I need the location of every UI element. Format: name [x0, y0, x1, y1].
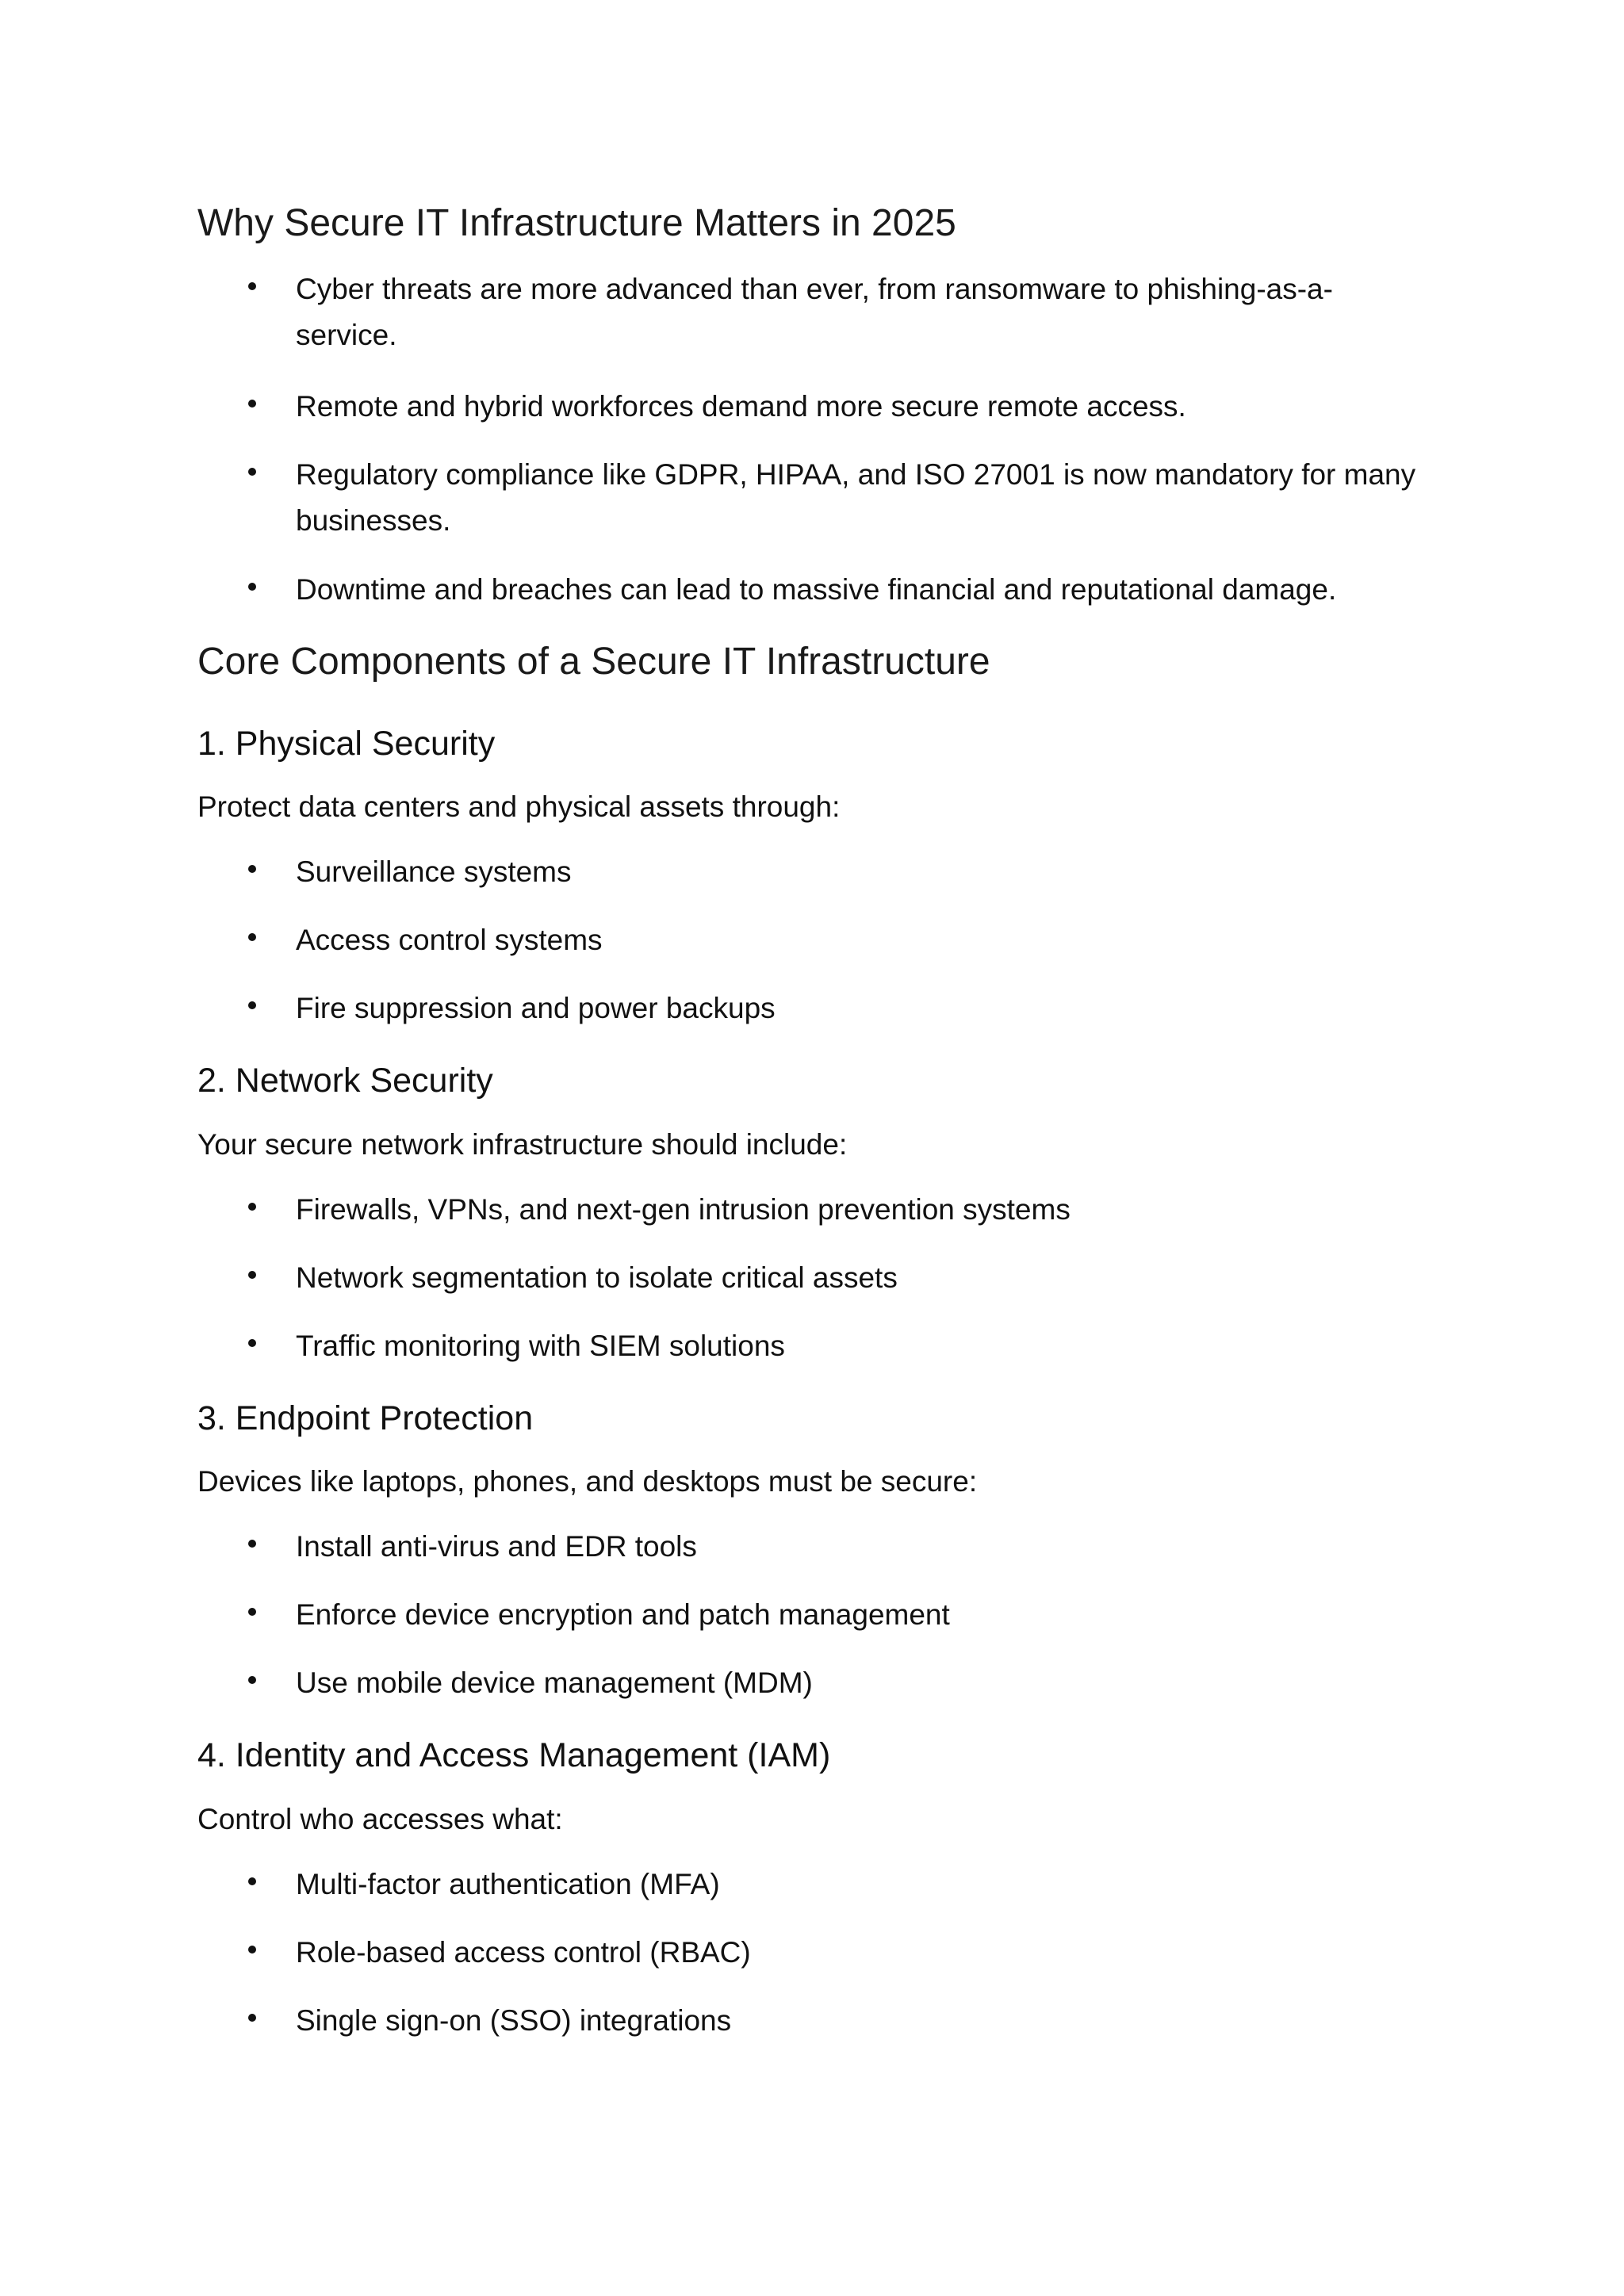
bullet-icon	[248, 865, 256, 873]
bullet-text: Install anti-virus and EDR tools	[296, 1530, 697, 1563]
bullet-text: Fire suppression and power backups	[296, 992, 776, 1024]
endpoint-intro: Devices like laptops, phones, and desktops must be secure:	[197, 1465, 978, 1498]
bullet-icon	[248, 468, 256, 476]
bullet-icon	[248, 933, 256, 941]
bullet-text: Single sign-on (SSO) integrations	[296, 2004, 732, 2037]
bullet-text: Firewalls, VPNs, and next-gen intrusion prevention systems	[296, 1193, 1071, 1226]
bullet-text: Traffic monitoring with SIEM solutions	[296, 1330, 785, 1362]
bullet-text: Cyber threats are more advanced than ever, from ransomware to phishing-as-a-service.	[296, 273, 1333, 351]
section-heading-why: Why Secure IT Infrastructure Matters in 2025	[197, 202, 956, 244]
bullet-icon	[248, 583, 256, 591]
bullet-icon	[248, 1001, 256, 1009]
subsection-heading-physical: 1. Physical Security	[197, 725, 496, 763]
bullet-icon	[248, 2014, 256, 2022]
bullet-text: Access control systems	[296, 924, 603, 956]
bullet-text: Surveillance systems	[296, 855, 572, 888]
physical-intro: Protect data centers and physical assets through:	[197, 790, 841, 823]
bullet-text: Enforce device encryption and patch management	[296, 1598, 950, 1631]
bullet-icon	[248, 1608, 256, 1616]
bullet-icon	[248, 1676, 256, 1684]
bullet-icon	[248, 1271, 256, 1279]
bullet-icon	[248, 1877, 256, 1885]
network-intro: Your secure network infrastructure should include:	[197, 1128, 848, 1161]
bullet-text: Downtime and breaches can lead to massive financial and reputational damage.	[296, 573, 1337, 606]
bullet-icon	[248, 1339, 256, 1347]
bullet-icon	[248, 1540, 256, 1548]
bullet-text: Remote and hybrid workforces demand more secure remote access.	[296, 390, 1186, 423]
subsection-heading-network: 2. Network Security	[197, 1062, 493, 1100]
bullet-text: Use mobile device management (MDM)	[296, 1667, 813, 1699]
subsection-heading-iam: 4. Identity and Access Management (IAM)	[197, 1736, 831, 1774]
bullet-icon	[248, 400, 256, 408]
section-heading-core: Core Components of a Secure IT Infrastructure	[197, 641, 990, 683]
bullet-text: Multi-factor authentication (MFA)	[296, 1868, 720, 1900]
bullet-text: Role-based access control (RBAC)	[296, 1936, 751, 1969]
bullet-text: Network segmentation to isolate critical assets	[296, 1261, 898, 1294]
iam-intro: Control who accesses what:	[197, 1803, 563, 1835]
bullet-icon	[248, 282, 256, 290]
bullet-icon	[248, 1203, 256, 1211]
bullet-text: Regulatory compliance like GDPR, HIPAA, and ISO 27001 is now mandatory for many businesses.	[296, 458, 1416, 537]
bullet-icon	[248, 1946, 256, 1954]
subsection-heading-endpoint: 3. Endpoint Protection	[197, 1399, 534, 1437]
